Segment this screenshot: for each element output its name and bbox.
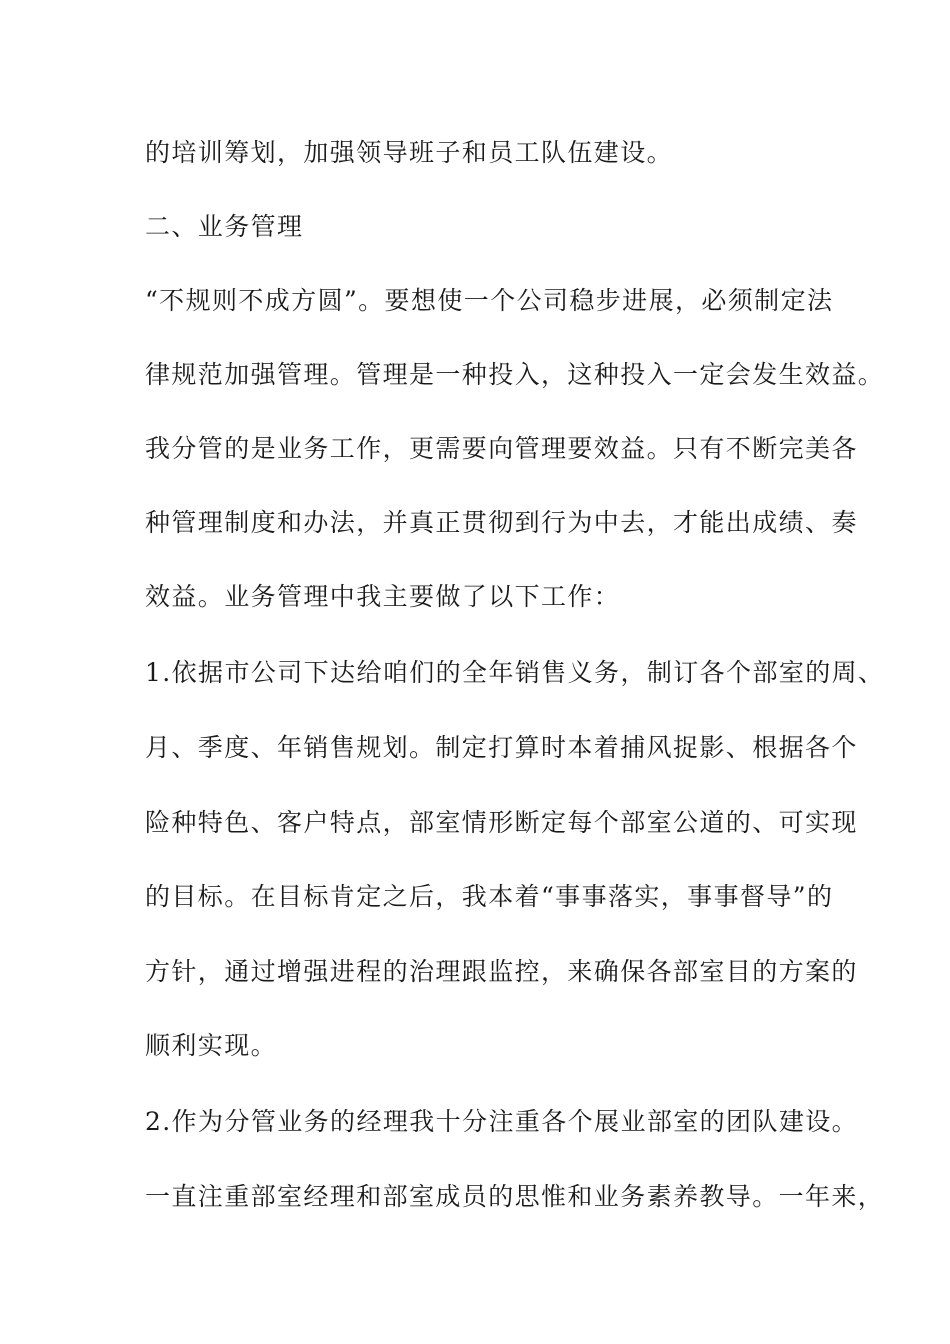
text-line: “不规则不成方圆”。要想使一个公司稳步进展，必须制定法 [145,286,834,315]
text-line: 效益。业务管理中我主要做了以下工作： [145,582,621,611]
text-line: 种管理制度和办法，并真正贯彻到行为中去，才能出成绩、奏 [145,508,858,537]
section-heading: 二、业务管理 [145,212,304,241]
text-line: 我分管的是业务工作，更需要向管理要效益。只有不断完美各 [145,434,858,463]
text-line: 险种特色、客户特点，部室情形断定每个部室公道的、可实现 [145,808,858,837]
text-line: 的培训筹划，加强领导班子和员工队伍建设。 [145,138,674,167]
text-line: 1.依据市公司下达给咱们的全年销售义务，制订各个部室的周、 [145,658,885,687]
text-line: 一直注重部室经理和部室成员的思惟和业务素养教导。一年来， [145,1182,885,1211]
text-line: 顺利实现。 [145,1031,278,1060]
text-line: 律规范加强管理。管理是一种投入，这种投入一定会发生效益。 [145,360,885,389]
text-line: 月、季度、年销售规划。制定打算时本着捕风捉影、根据各个 [145,733,858,762]
text-line: 2.作为分管业务的经理我十分注重各个展业部室的团队建设。 [145,1107,859,1136]
text-line: 方针，通过增强进程的治理跟监控，来确保各部室目的方案的 [145,957,858,986]
text-line: 的目标。在目标肯定之后，我本着“事事落实，事事督导”的 [145,882,834,911]
